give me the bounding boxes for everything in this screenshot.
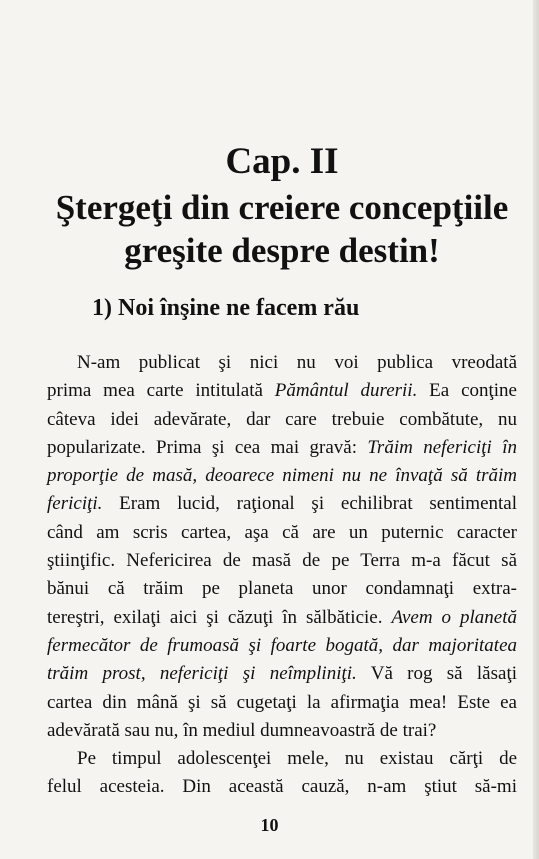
text-line: popularizate. Prima şi cea mai gravă: Trăim nefericiţi în [47,436,517,458]
page-edge [533,0,539,859]
text-line: bănui că trăim pe planeta unor condamnaţi extra- [47,578,517,600]
page-number: 10 [260,815,279,835]
text-line: cartea din mână şi să cugetaţi la afirmaţia mea! Este ea [47,691,517,713]
chapter-title [47,186,517,272]
text-line: Pe timpul adolescenţei mele, nu existau cărţi de [77,748,517,770]
text-line: adevărată sau nu, în mediul dumneavoastră de trai? [47,719,437,741]
chapter-title-line-2: greşite despre destin! [124,231,440,270]
text-line: fericiţi. Eram lucid, raţional şi echilibrat sentimental [47,493,517,515]
text-line: când am scris cartea, aşa că are un puternic caracter [47,521,517,543]
text-line: N-am publicat şi nici nu voi publica vreodată [77,352,517,373]
text-line: felul acesteia. Din această cauză, n-am ştiut să-mi [47,776,517,798]
text-line: câteva idei adevărate, dar care trebuie combătute, nu [47,408,517,430]
chapter-title-line-1: Ştergeţi din creiere concepţiile [55,188,509,227]
text-line: proporţie de masă, deoarece nimeni nu ne învaţă să trăim [47,465,517,487]
text-line: prima mea carte intitulată Pământul durerii. Ea conţine [47,380,517,402]
text-line: tereştri, exilaţi aici şi căzuţi în sălbăticie. Avem o planetă [47,606,517,628]
text-line: fermecător de frumoasă şi foarte bogată, dar majoritatea [47,634,517,656]
section-heading: 1) Noi înşine ne facem rău [92,295,360,321]
text-line: trăim prost, nefericiţi şi neîmpliniţi. Vă rog să lăsaţi [47,663,517,685]
body-text [47,349,517,802]
chapter-heading: Cap. II [225,141,339,182]
text-line: ştiinţific. Nefericirea de masă de pe Terra m-a făcut să [47,550,517,572]
